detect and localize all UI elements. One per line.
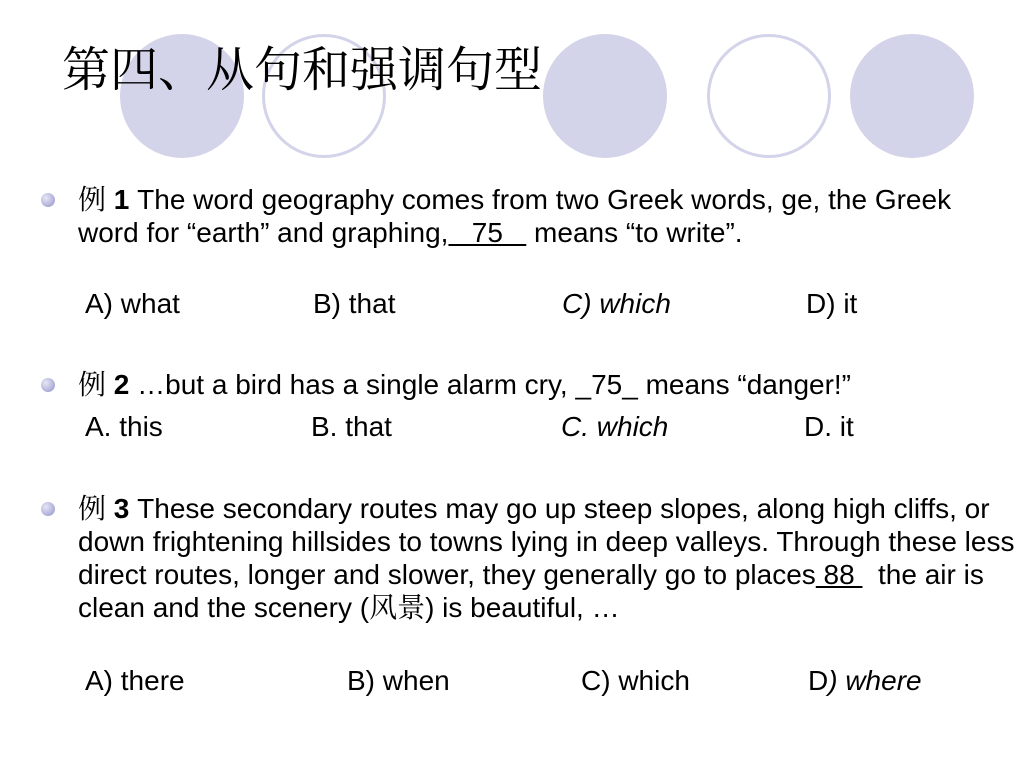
option-c: C) which (562, 288, 671, 319)
answer-blank: 88 (815, 559, 863, 590)
question-1-text (78, 183, 1018, 249)
decor-circle-4 (707, 34, 831, 158)
bullet-icon (41, 502, 55, 516)
question-number: 2 (113, 369, 130, 400)
option-a: A) what (85, 288, 180, 319)
question-prefix: 例 (78, 492, 107, 525)
decor-circle-5 (850, 34, 974, 158)
option-c: C. which (561, 411, 669, 442)
question-text-end: means “danger!” (637, 369, 852, 400)
option-d: D) it (806, 288, 858, 319)
option-d (808, 663, 922, 699)
question-text-end: ) is beautiful, … (425, 592, 620, 623)
question-prefix: 例 (78, 183, 107, 216)
answer-blank: _75_ (575, 369, 638, 400)
chinese-gloss: 风景 (369, 591, 426, 624)
bullet-icon (41, 378, 55, 392)
option-b: B. that (311, 411, 392, 442)
question-3-options (0, 663, 1024, 699)
option-d: D. it (804, 411, 854, 442)
question-2-options (0, 409, 1024, 445)
question-number: 3 (113, 493, 130, 524)
option-d-word: ) where (828, 665, 922, 696)
question-text: The word geography comes from two Greek words, ge, the Greek word for “earth” and graphing, (78, 184, 952, 248)
question-text: …but a bird has a single alarm cry, (129, 369, 576, 400)
option-c: C) which (581, 665, 690, 696)
option-a: A) there (85, 665, 185, 696)
question-number: 1 (113, 184, 130, 215)
question-1-options (0, 286, 1024, 322)
option-b: B) when (347, 665, 450, 696)
question-text-middle: the air is clean and the scenery ( (78, 559, 992, 623)
slide-title: 第四、从句和强调句型 (62, 42, 543, 98)
decor-circle-3 (543, 34, 667, 158)
bullet-icon (41, 193, 55, 207)
question-text-end: means “to write”. (526, 217, 743, 248)
question-prefix: 例 (78, 368, 107, 401)
question-text: These secondary routes may go up steep slopes, along high cliffs, or down frightening hillsides to towns lying in deep valleys. Through these less direct routes, longer and slower, they generally go to places (78, 493, 1015, 590)
question-2-text (78, 368, 1018, 401)
option-d-letter: D (808, 665, 829, 696)
option-b: B) that (313, 288, 396, 319)
answer-blank: 75 (448, 217, 527, 248)
question-3-text (78, 492, 1018, 624)
option-a: A. this (85, 411, 163, 442)
